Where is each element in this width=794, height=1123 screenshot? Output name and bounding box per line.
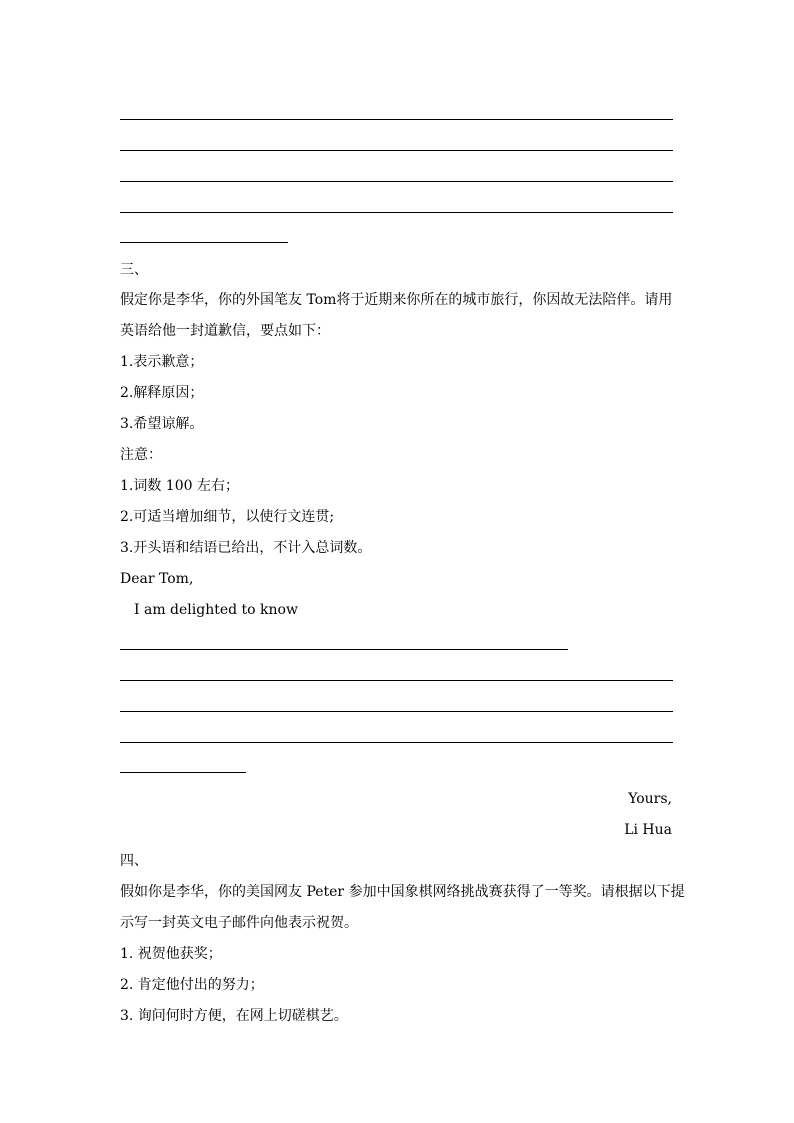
answer-line <box>120 119 673 120</box>
answer-line <box>120 711 673 712</box>
section3-notes-label: 注意： <box>120 447 162 463</box>
section3-prompt-line1: 假定你是李华，你的外国笔友 Tom将于近期来你所在的城市旅行，你因故无法陪伴。请用 <box>120 292 673 308</box>
section3-point-3: 3.希望谅解。 <box>120 416 204 432</box>
answer-line <box>120 181 673 182</box>
section4-prompt-line2: 示写一封英文电子邮件向他表示祝贺。 <box>120 915 358 931</box>
section3-heading: 三、 <box>120 262 148 278</box>
section4-point-3: 3. 询问何时方便，在网上切磋棋艺。 <box>120 1008 348 1024</box>
section4-heading: 四、 <box>120 853 148 869</box>
section4-point-2: 2. 肯定他付出的努力； <box>120 977 264 993</box>
answer-line-short <box>120 772 246 773</box>
section3-point-1: 1.表示歉意； <box>120 354 204 370</box>
section3-point-2: 2.解释原因； <box>120 385 204 401</box>
answer-line <box>120 150 673 151</box>
section3-note-1: 1.词数 100 左右； <box>120 478 239 494</box>
answer-line <box>120 212 673 213</box>
answer-line <box>120 649 568 650</box>
answer-line <box>120 680 673 681</box>
letter-salutation: Dear Tom, <box>120 571 194 587</box>
letter-closing: Yours, <box>628 791 672 807</box>
letter-opening: I am delighted to know <box>134 602 298 618</box>
answer-line <box>120 742 673 743</box>
section3-note-3: 3.开头语和结语已给出，不计入总词数。 <box>120 540 372 556</box>
answer-line-short <box>120 242 288 243</box>
section3-note-2: 2.可适当增加细节，以使行文连贯; <box>120 509 335 525</box>
section4-prompt-line1: 假如你是李华，你的美国网友 Peter 参加中国象棋网络挑战赛获得了一等奖。请根据以下提 <box>120 884 685 900</box>
section4-point-1: 1. 祝贺他获奖； <box>120 946 222 962</box>
letter-signature: Li Hua <box>624 822 672 838</box>
section3-prompt-line2: 英语给他一封道歉信，要点如下： <box>120 323 330 339</box>
